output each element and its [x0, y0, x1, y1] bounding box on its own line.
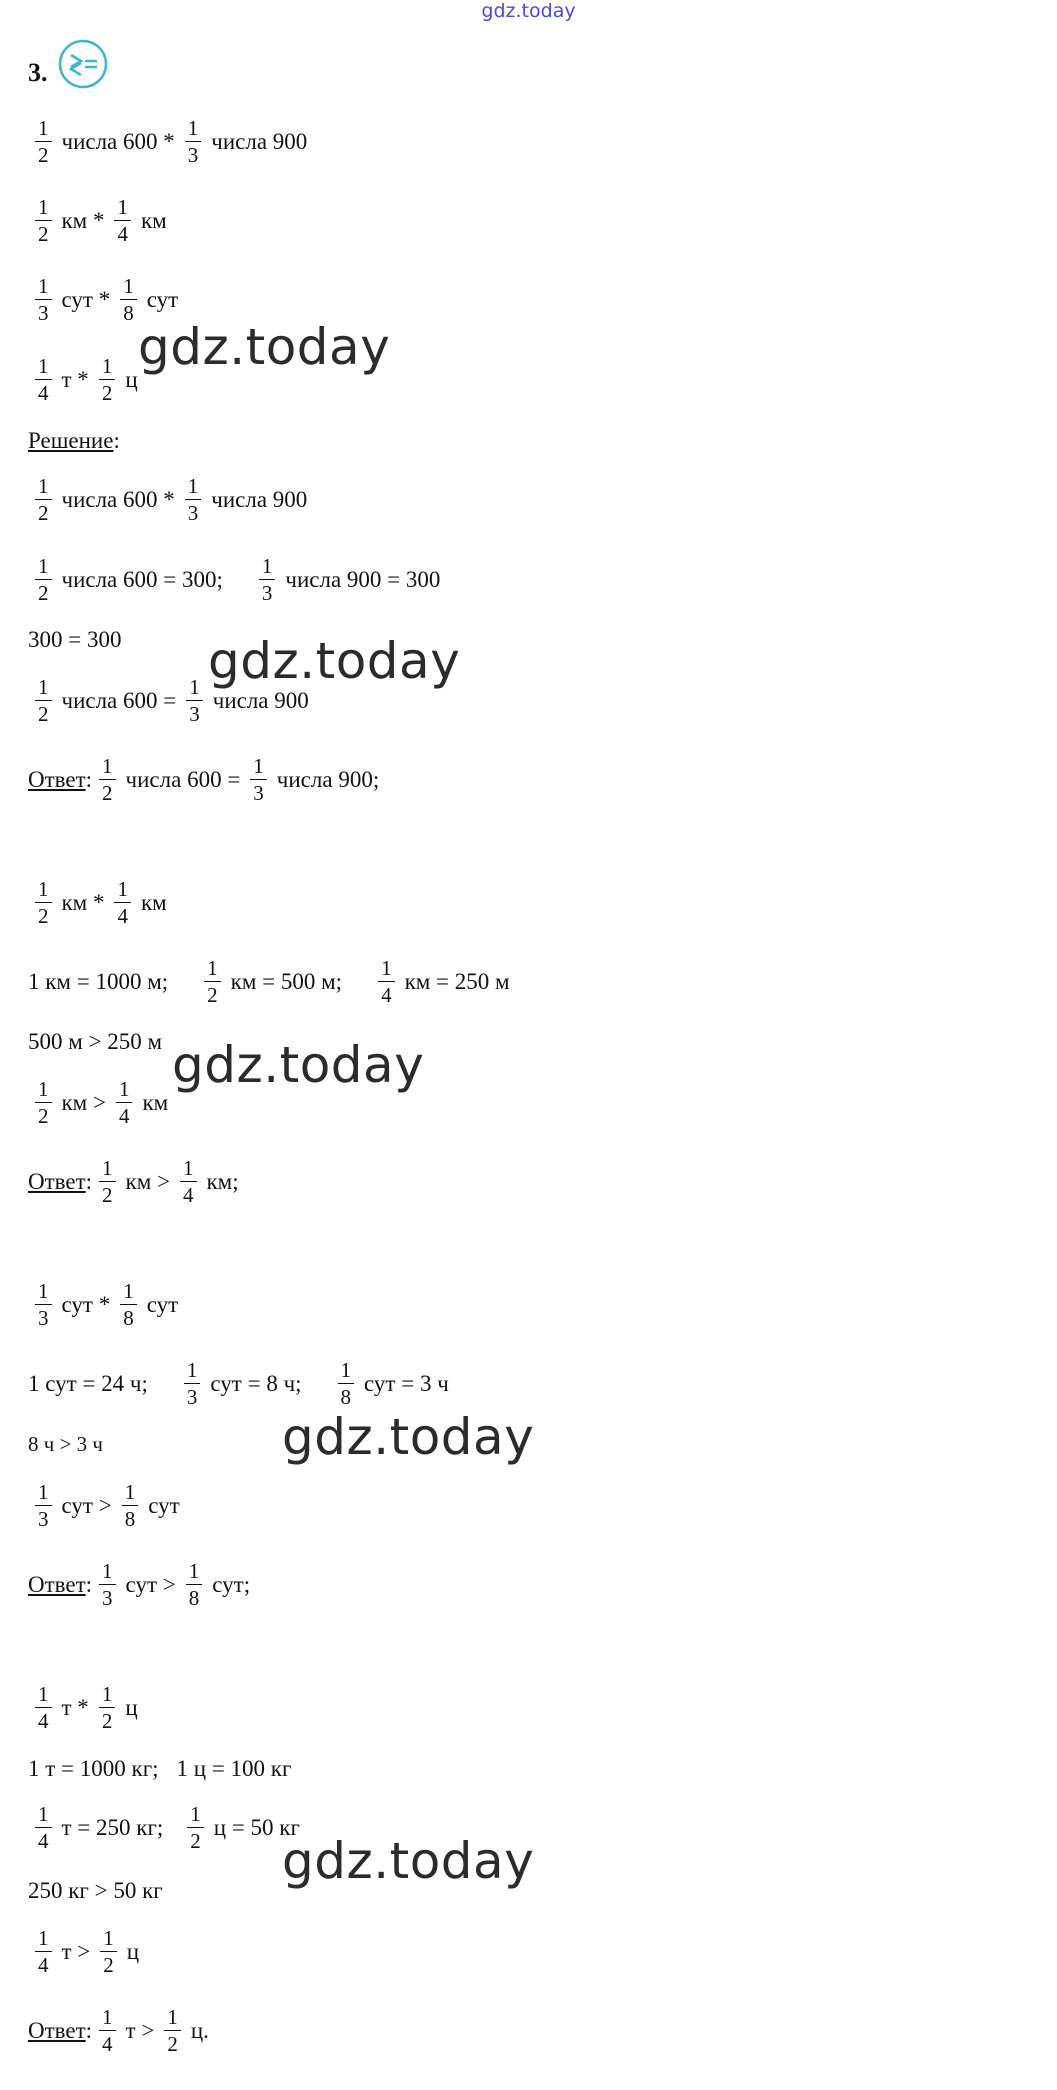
part3-statement [28, 1270, 181, 1340]
text: числа 900 [212, 688, 309, 713]
text: км = 250 м [404, 969, 510, 994]
fraction: $\frac{1}{2}$ [35, 1079, 52, 1127]
answer-label: Ответ [28, 1572, 86, 1597]
fraction: $\frac{1}{3}$ [35, 1482, 52, 1530]
text: числа 600 * [61, 129, 175, 154]
part4-calc [28, 1793, 303, 1863]
text: т * [61, 367, 89, 392]
part1-statement [28, 465, 310, 535]
fraction: $\frac{1}{2}$ [35, 118, 52, 166]
fraction: $\frac{1}{2}$ [100, 1928, 117, 1976]
text: сут > [125, 1572, 176, 1597]
text: сут; [212, 1572, 251, 1597]
text: ц [126, 1939, 140, 1964]
text: 1 сут = 24 ч; [28, 1371, 148, 1396]
fraction: $\frac{1}{2}$ [99, 756, 116, 804]
text: т > [125, 2018, 155, 2043]
fraction: $\frac{1}{3}$ [250, 756, 267, 804]
watermark: gdz.today [208, 632, 461, 690]
text: числа 900 = 300 [285, 567, 441, 592]
text: сут [146, 1292, 179, 1317]
problem-line-1 [28, 107, 310, 177]
part1-calc [28, 545, 443, 615]
part4-statement [28, 1673, 141, 1743]
fraction: $\frac{1}{8}$ [122, 1482, 139, 1530]
fraction: $\frac{1}{4}$ [35, 1928, 52, 1976]
fraction: $\frac{1}{3}$ [185, 476, 202, 524]
text: сут * [61, 287, 111, 312]
part3-compare: 8 ч > 3 ч [28, 1432, 103, 1456]
fraction: $\frac{1}{2}$ [35, 879, 52, 927]
fraction: $\frac{1}{8}$ [120, 276, 137, 324]
text: т > [61, 1939, 91, 1964]
part2-compare: 500 м > 250 м [28, 1029, 163, 1054]
text: числа 900; [276, 767, 380, 792]
fraction: $\frac{1}{2}$ [35, 677, 52, 725]
text: км; [206, 1169, 239, 1194]
watermark: gdz.today [138, 318, 391, 376]
text: числа 600 * [61, 487, 175, 512]
fraction: $\frac{1}{2}$ [164, 2007, 181, 2055]
fraction: $\frac{1}{2}$ [187, 1804, 204, 1852]
part4-compare: 250 кг > 50 кг [28, 1878, 163, 1903]
text: 1 ц = 100 кг [176, 1756, 292, 1781]
text: сут * [61, 1292, 111, 1317]
watermark: gdz.today [172, 1036, 425, 1094]
fraction: $\frac{1}{3}$ [99, 1561, 116, 1609]
fraction: $\frac{1}{4}$ [116, 1079, 133, 1127]
watermark: gdz.today [282, 1408, 535, 1466]
part2-result [28, 1068, 171, 1138]
fraction: $\frac{1}{8}$ [120, 1281, 137, 1329]
fraction: $\frac{1}{2}$ [99, 356, 116, 404]
fraction: $\frac{1}{4}$ [114, 197, 131, 245]
fraction: $\frac{1}{2}$ [35, 197, 52, 245]
answer-label: Ответ [28, 1169, 86, 1194]
fraction: $\frac{1}{3}$ [186, 677, 203, 725]
fraction: $\frac{1}{4}$ [378, 958, 395, 1006]
fraction: $\frac{1}{4}$ [114, 879, 131, 927]
fraction: $\frac{1}{3}$ [35, 276, 52, 324]
answer-label: Ответ [28, 2018, 86, 2043]
text: числа 600 = [125, 767, 241, 792]
fraction: $\frac{1}{2}$ [35, 476, 52, 524]
text: сут > [61, 1493, 112, 1518]
fraction: $\frac{1}{2}$ [204, 958, 221, 1006]
problem-line-2 [28, 186, 170, 256]
text: км [140, 208, 167, 233]
text: сут = 3 ч [364, 1371, 449, 1396]
fraction: $\frac{1}{2}$ [35, 556, 52, 604]
text: ц [125, 1695, 138, 1720]
text: сут [148, 1493, 180, 1518]
fraction: $\frac{1}{4}$ [35, 1804, 52, 1852]
fraction: $\frac{1}{3}$ [259, 556, 276, 604]
part2-calc [28, 947, 513, 1017]
fraction: $\frac{1}{3}$ [184, 1360, 201, 1408]
text: км * [61, 890, 105, 915]
text: числа 900 [211, 129, 308, 154]
part3-answer: Ответ : $\frac{1}{3}$ сут > $\frac{1}{8}$ сут; [28, 1559, 251, 1610]
text: т * [61, 1695, 89, 1720]
text: сут [146, 287, 179, 312]
part1-answer: Ответ : $\frac{1}{2}$ числа 600 = $\frac{1}{3}$ числа 900; [28, 754, 380, 805]
part3-result [28, 1471, 183, 1541]
text: км [142, 1090, 169, 1115]
answer-label: Ответ [28, 767, 86, 792]
text: т = 250 кг; [61, 1815, 164, 1840]
text: 1 км = 1000 м; [28, 969, 169, 994]
task-number: 3. [28, 58, 48, 87]
text: км > [125, 1169, 170, 1194]
problem-line-4 [28, 345, 141, 415]
text: ц = 50 кг [213, 1815, 300, 1840]
fraction: $\frac{1}{3}$ [35, 1281, 52, 1329]
text: числа 600 = 300; [61, 567, 223, 592]
text: ц [125, 367, 138, 392]
text: числа 900 [211, 487, 308, 512]
fraction: $\frac{1}{2}$ [99, 1158, 116, 1206]
fraction: $\frac{1}{8}$ [186, 1561, 203, 1609]
text: числа 600 = [61, 688, 177, 713]
fraction: $\frac{1}{4}$ [180, 1158, 197, 1206]
text: км [140, 890, 167, 915]
solution-heading: Решение: [28, 428, 120, 453]
text: км * [61, 208, 105, 233]
text: 1 т = 1000 кг; [28, 1756, 159, 1781]
fraction: $\frac{1}{2}$ [99, 1684, 116, 1732]
fraction: $\frac{1}{8}$ [338, 1360, 355, 1408]
text: сут = 8 ч; [210, 1371, 302, 1396]
text: км = 500 м; [230, 969, 343, 994]
text: ц. [190, 2018, 209, 2043]
part1-compare: 300 = 300 [28, 627, 122, 652]
part2-statement [28, 868, 170, 938]
text: км > [61, 1090, 106, 1115]
part4-units [28, 1756, 291, 1782]
fraction: $\frac{1}{4}$ [99, 2007, 116, 2055]
part4-answer: Ответ : $\frac{1}{4}$ т > $\frac{1}{2}$ ц. [28, 2005, 209, 2056]
watermark: gdz.today [282, 1832, 535, 1890]
top-watermark: gdz.today [481, 0, 576, 22]
part2-answer: Ответ : $\frac{1}{2}$ км > $\frac{1}{4}$ км; [28, 1156, 239, 1207]
fraction: $\frac{1}{4}$ [35, 356, 52, 404]
fraction: $\frac{1}{3}$ [185, 118, 202, 166]
compare-signs-icon [57, 38, 109, 90]
fraction: $\frac{1}{4}$ [35, 1684, 52, 1732]
part4-result [28, 1917, 142, 1987]
